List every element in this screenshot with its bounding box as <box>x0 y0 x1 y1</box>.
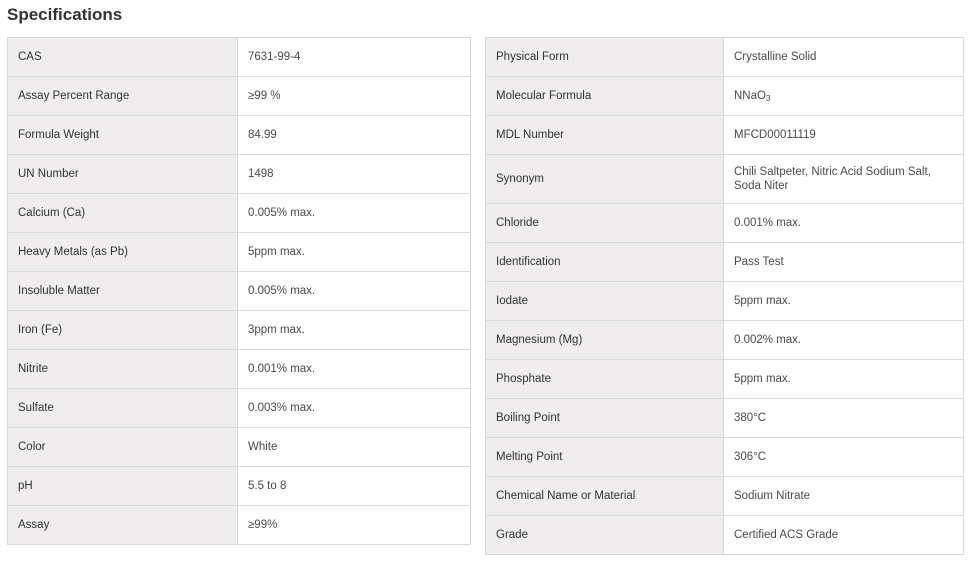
spec-value-phosphate: 5ppm max. <box>724 360 964 399</box>
spec-value-chemical-name: Sodium Nitrate <box>724 477 964 516</box>
table-row <box>8 389 471 428</box>
table-row <box>8 155 471 194</box>
molecular-formula-subscript: 3 <box>765 94 771 103</box>
spec-value-grade: Certified ACS Grade <box>724 516 964 555</box>
spec-label-synonym: Synonym <box>486 155 724 204</box>
spec-value-identification: Pass Test <box>724 243 964 282</box>
spec-label-nitrite: Nitrite <box>8 350 238 389</box>
spec-value-calcium: 0.005% max. <box>238 194 471 233</box>
spec-label-un-number: UN Number <box>8 155 238 194</box>
spec-value-sulfate: 0.003% max. <box>238 389 471 428</box>
spec-label-assay: Assay <box>8 506 238 545</box>
spec-value-mdl-number: MFCD00011119 <box>724 116 964 155</box>
spec-label-formula-weight: Formula Weight <box>8 116 238 155</box>
table-row <box>486 243 964 282</box>
specifications-table-right <box>485 37 964 555</box>
table-row <box>8 350 471 389</box>
spec-label-insoluble-matter: Insoluble Matter <box>8 272 238 311</box>
table-row <box>8 428 471 467</box>
spec-label-assay-percent-range: Assay Percent Range <box>8 77 238 116</box>
spec-label-cas: CAS <box>8 38 238 77</box>
spec-label-melting-point: Melting Point <box>486 438 724 477</box>
spec-label-mdl-number: MDL Number <box>486 116 724 155</box>
spec-label-chloride: Chloride <box>486 204 724 243</box>
table-row <box>486 77 964 116</box>
spec-label-magnesium: Magnesium (Mg) <box>486 321 724 360</box>
spec-label-iodate: Iodate <box>486 282 724 321</box>
spec-value-magnesium: 0.002% max. <box>724 321 964 360</box>
spec-label-grade: Grade <box>486 516 724 555</box>
table-row <box>8 272 471 311</box>
spec-label-boiling-point: Boiling Point <box>486 399 724 438</box>
table-row <box>486 516 964 555</box>
table-row <box>486 155 964 204</box>
table-row <box>486 116 964 155</box>
molecular-formula-main: NNaO <box>734 90 766 102</box>
spec-value-un-number: 1498 <box>238 155 471 194</box>
spec-value-molecular-formula <box>724 77 964 116</box>
spec-value-iron: 3ppm max. <box>238 311 471 350</box>
spec-value-ph: 5.5 to 8 <box>238 467 471 506</box>
table-row <box>8 38 471 77</box>
spec-label-color: Color <box>8 428 238 467</box>
spec-value-heavy-metals: 5ppm max. <box>238 233 471 272</box>
spec-label-ph: pH <box>8 467 238 506</box>
table-row <box>486 282 964 321</box>
spec-label-sulfate: Sulfate <box>8 389 238 428</box>
spec-label-iron: Iron (Fe) <box>8 311 238 350</box>
spec-value-assay: ≥99% <box>238 506 471 545</box>
table-row <box>8 467 471 506</box>
table-row <box>486 38 964 77</box>
spec-value-synonym: Chili Saltpeter, Nitric Acid Sodium Salt, Soda Niter <box>724 155 964 204</box>
spec-value-melting-point: 306°C <box>724 438 964 477</box>
spec-value-nitrite: 0.001% max. <box>238 350 471 389</box>
table-row <box>486 477 964 516</box>
table-row <box>486 321 964 360</box>
spec-value-color: White <box>238 428 471 467</box>
specifications-table-left <box>7 37 471 545</box>
table-row <box>8 77 471 116</box>
table-row <box>486 204 964 243</box>
spec-label-calcium: Calcium (Ca) <box>8 194 238 233</box>
spec-value-physical-form: Crystalline Solid <box>724 38 964 77</box>
spec-value-formula-weight: 84.99 <box>238 116 471 155</box>
table-row <box>486 438 964 477</box>
spec-label-heavy-metals: Heavy Metals (as Pb) <box>8 233 238 272</box>
spec-value-boiling-point: 380°C <box>724 399 964 438</box>
spec-value-iodate: 5ppm max. <box>724 282 964 321</box>
table-row <box>8 116 471 155</box>
spec-label-phosphate: Phosphate <box>486 360 724 399</box>
spec-value-assay-percent-range: ≥99 % <box>238 77 471 116</box>
table-row <box>486 360 964 399</box>
spec-label-identification: Identification <box>486 243 724 282</box>
spec-value-cas: 7631-99-4 <box>238 38 471 77</box>
table-row <box>486 399 964 438</box>
spec-value-chloride: 0.001% max. <box>724 204 964 243</box>
table-row <box>8 311 471 350</box>
spec-label-physical-form: Physical Form <box>486 38 724 77</box>
spec-label-molecular-formula: Molecular Formula <box>486 77 724 116</box>
table-row <box>8 506 471 545</box>
page-title: Specifications <box>7 5 123 24</box>
table-row <box>8 194 471 233</box>
spec-value-insoluble-matter: 0.005% max. <box>238 272 471 311</box>
table-row <box>8 233 471 272</box>
spec-label-chemical-name: Chemical Name or Material <box>486 477 724 516</box>
